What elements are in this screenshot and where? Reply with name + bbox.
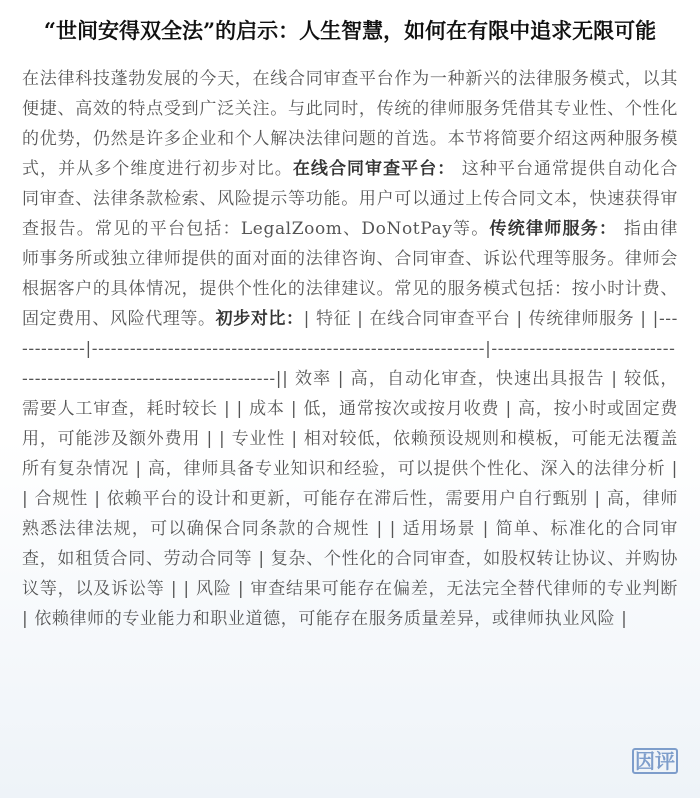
logo bbox=[632, 748, 678, 774]
lawyer-service-text: 指由律师事务所或独立律师提供的面对面的法律咨询、合同审查、诉讼代理等服务。律师会根据客户的具体情况，提供个性化的法律建议。常见的服务模式包括：按小时计费、固定费用、风险代理等。 bbox=[22, 219, 678, 329]
comparison-table-header: | 特征 | 在线合同审查平台 | 传统律师服务 | bbox=[303, 309, 647, 329]
logo-mark-icon: 因评 bbox=[632, 748, 678, 774]
comparison-table-rows: | 效率 | 高，自动化审查，快速出具报告 | 较低，需要人工审查，耗时较长 | | 成本 | 低，通常按次或按月收费 | 高，按小时或固定费用，可能涉及额外费用 | | 专业性 | 相对较低，依赖预设规则和模板，可能无法覆盖所有复杂情况 | 高，律师具备专业知识和经验，可以提供个性化、深入的法律分析 | | 合规性 | 依赖平台的设计和更新，可能存在滞后性，需要用户自行甄别 | 高，律师熟悉法律法规，可以确保合同条款的合规性 | | 适用场景 | 简单、标准化的合同审查，如租赁合同、劳动合同等 | 复杂、个性化的合同审查，如股权转让协议、并购协议等，以及诉讼等 | | 风险 | 审查结果可能存在偏差，无法完全替代律师的专业判断 | 依赖律师的专业能力和职业道德，可能存在服务质量差异，或律师执业风险 | bbox=[22, 369, 678, 629]
intro-text: 在法律科技蓬勃发展的今天，在线合同审查平台作为一种新兴的法律服务模式，以其便捷、高效的特点受到广泛关注。与此同时，传统的律师服务凭借其专业性、个性化的优势，仍然是许多企业和个人解决法律问题的首选。本节将简要介绍这两种服务模式，并从多个维度进行初步对比。 bbox=[22, 69, 678, 179]
body-paragraph bbox=[22, 64, 678, 634]
online-platform-text: 这种平台通常提供自动化合同审查、法律条款检索、风险提示等功能。用户可以通过上传合同文本，快速获得审查报告。常见的平台包括：LegalZoom、DoNotPay等。 bbox=[22, 159, 678, 239]
comparison-table-separator: |-------------|--------------------------------------------------------------|---------------------------------------------------------------------| bbox=[22, 309, 678, 389]
comparison-label: 初步对比： bbox=[215, 309, 304, 329]
lawyer-service-label: 传统律师服务： bbox=[489, 219, 618, 239]
online-platform-label: 在线合同审查平台： bbox=[292, 159, 456, 179]
page-title: “世间安得双全法”的启示：人生智慧，如何在有限中追求无限可能 bbox=[43, 18, 657, 43]
